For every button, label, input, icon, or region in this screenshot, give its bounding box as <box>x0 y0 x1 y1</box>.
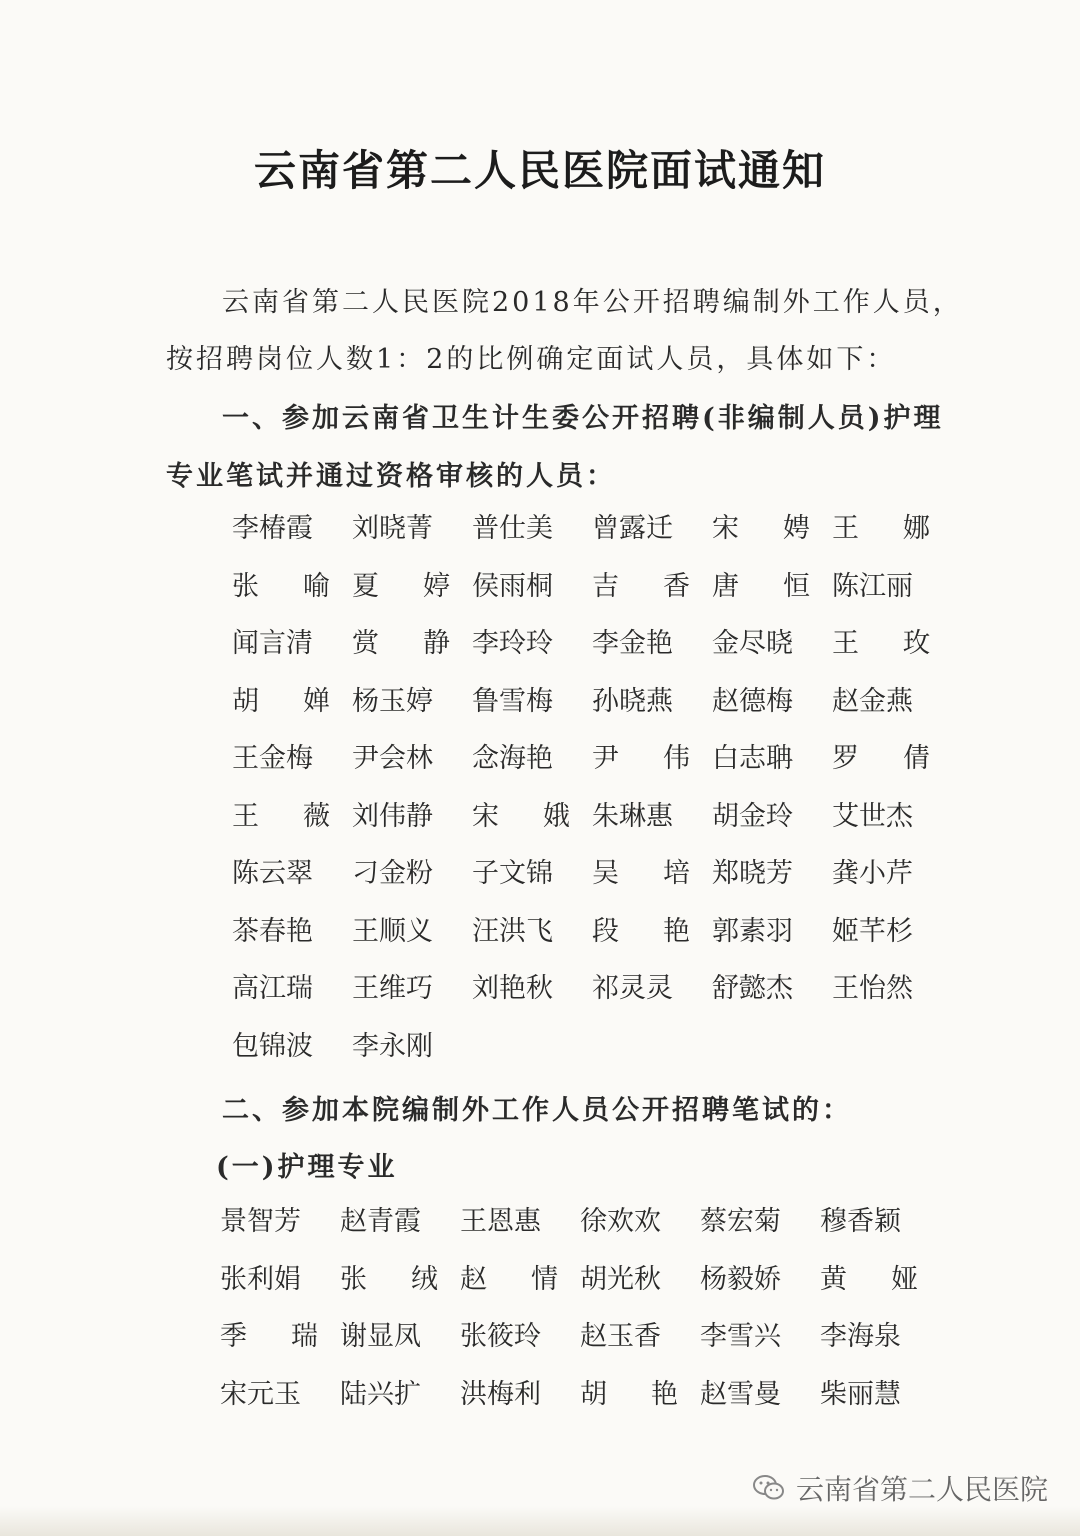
name-entry: 赵雪曼 <box>700 1378 781 1410</box>
name-entry: 李海泉 <box>820 1321 901 1352</box>
name-entry: 徐欢欢 <box>580 1206 661 1237</box>
name-entry: 谢显凤 <box>340 1321 421 1352</box>
name-entry: 王维巧 <box>352 973 433 1004</box>
name-entry: 闻言清 <box>232 628 313 659</box>
section-2-heading: 二、参加本院编制外工作人员公开招聘笔试的： <box>222 1095 852 1126</box>
name-entry: 宋 娉 <box>712 513 810 544</box>
name-entry: 刁金粉 <box>352 858 433 889</box>
name-entry: 吉 香 <box>592 570 690 602</box>
name-entry: 刘伟静 <box>352 800 433 832</box>
name-entry: 陆兴扩 <box>340 1378 421 1410</box>
name-entry: 唐 恒 <box>712 570 810 602</box>
name-entry: 刘晓菁 <box>352 513 433 544</box>
name-entry: 汪洪飞 <box>472 915 553 947</box>
name-entry: 祁灵灵 <box>592 973 673 1004</box>
name-entry: 赵青霞 <box>340 1206 421 1237</box>
name-entry: 鲁雪梅 <box>472 685 553 717</box>
name-entry: 宋元玉 <box>220 1378 301 1410</box>
name-entry: 赵玉香 <box>580 1321 661 1352</box>
section-2-name-list <box>220 1193 940 1423</box>
name-entry: 张筱玲 <box>460 1321 541 1352</box>
name-entry: 普仕美 <box>472 513 553 544</box>
name-entry: 龚小芹 <box>832 858 913 889</box>
name-entry: 尹 伟 <box>592 743 690 774</box>
name-entry: 杨玉婷 <box>352 685 433 717</box>
name-entry: 吴 培 <box>592 858 690 889</box>
wechat-icon <box>752 1473 786 1503</box>
name-entry: 段 艳 <box>592 915 690 947</box>
name-entry: 王 玫 <box>832 628 930 659</box>
name-entry: 杨毅娇 <box>700 1263 781 1295</box>
page-title: 云南省第二人民医院面试通知 <box>253 146 826 195</box>
name-entry: 胡光秋 <box>580 1263 661 1295</box>
name-entry: 孙晓燕 <box>592 685 673 717</box>
name-entry: 陈云翠 <box>232 858 313 889</box>
watermark <box>752 1468 1048 1508</box>
name-entry: 子文锦 <box>472 858 553 889</box>
name-entry: 罗 倩 <box>832 743 930 774</box>
name-entry: 包锦波 <box>232 1030 313 1062</box>
name-entry: 尹会林 <box>352 743 433 774</box>
name-entry: 胡 婵 <box>232 685 330 717</box>
name-entry: 张 喻 <box>232 570 330 602</box>
section-1-name-list <box>232 500 952 1075</box>
name-entry: 赏 静 <box>352 628 450 659</box>
name-entry: 胡 艳 <box>580 1378 678 1410</box>
name-entry: 茶春艳 <box>232 915 313 947</box>
name-entry: 曾露迁 <box>592 513 673 544</box>
name-entry: 舒懿杰 <box>712 973 793 1004</box>
name-entry: 景智芳 <box>220 1206 301 1237</box>
page-bottom-edge <box>0 1506 1080 1536</box>
name-entry: 夏 婷 <box>352 570 450 602</box>
name-entry: 赵德梅 <box>712 685 793 717</box>
name-entry: 胡金玲 <box>712 800 793 832</box>
name-entry: 王顺义 <box>352 915 433 947</box>
name-entry: 柴丽慧 <box>820 1378 901 1410</box>
intro-line-1: 云南省第二人民医院2018年公开招聘编制外工作人员， <box>222 287 963 318</box>
name-entry: 王怡然 <box>832 973 913 1004</box>
section-1-heading-line-2: 专业笔试并通过资格审核的人员： <box>166 461 616 492</box>
name-entry: 季 瑞 <box>220 1321 318 1352</box>
name-entry: 王金梅 <box>232 743 313 774</box>
name-entry: 王 娜 <box>832 513 930 544</box>
name-entry: 白志聃 <box>712 743 793 774</box>
name-entry: 王恩惠 <box>460 1206 541 1237</box>
name-entry: 高江瑞 <box>232 973 313 1004</box>
name-entry: 洪梅利 <box>460 1378 541 1410</box>
name-entry: 李永刚 <box>352 1030 433 1062</box>
name-entry: 念海艳 <box>472 743 553 774</box>
name-entry: 侯雨桐 <box>472 570 553 602</box>
name-entry: 黄 娅 <box>820 1263 918 1295</box>
name-entry: 张利娟 <box>220 1263 301 1295</box>
name-entry: 金尽晓 <box>712 628 793 659</box>
name-entry: 李金艳 <box>592 628 673 659</box>
subsection-nursing-label: (一)护理专业 <box>216 1152 398 1183</box>
name-entry: 李玲玲 <box>472 628 553 659</box>
section-1-heading-line-1: 一、参加云南省卫生计生委公开招聘(非编制人员)护理 <box>222 403 944 434</box>
name-entry: 朱琳惠 <box>592 800 673 832</box>
name-entry: 李雪兴 <box>700 1321 781 1352</box>
name-entry: 郭素羽 <box>712 915 793 947</box>
name-entry: 王 薇 <box>232 800 330 832</box>
name-entry: 宋 娥 <box>472 800 570 832</box>
name-entry: 艾世杰 <box>832 800 913 832</box>
name-entry: 陈江丽 <box>832 570 913 602</box>
name-entry: 姬芊杉 <box>832 915 913 947</box>
name-entry: 李椿霞 <box>232 513 313 544</box>
name-entry: 郑晓芳 <box>712 858 793 889</box>
name-entry: 张 绒 <box>340 1263 438 1295</box>
name-entry: 刘艳秋 <box>472 973 553 1004</box>
name-entry: 赵金燕 <box>832 685 913 717</box>
name-entry: 穆香颖 <box>820 1206 901 1237</box>
intro-line-2: 按招聘岗位人数1：2的比例确定面试人员，具体如下： <box>166 344 897 375</box>
name-entry: 蔡宏菊 <box>700 1206 781 1237</box>
name-entry: 赵 情 <box>460 1263 558 1295</box>
watermark-text: 云南省第二人民医院 <box>796 1473 1049 1506</box>
